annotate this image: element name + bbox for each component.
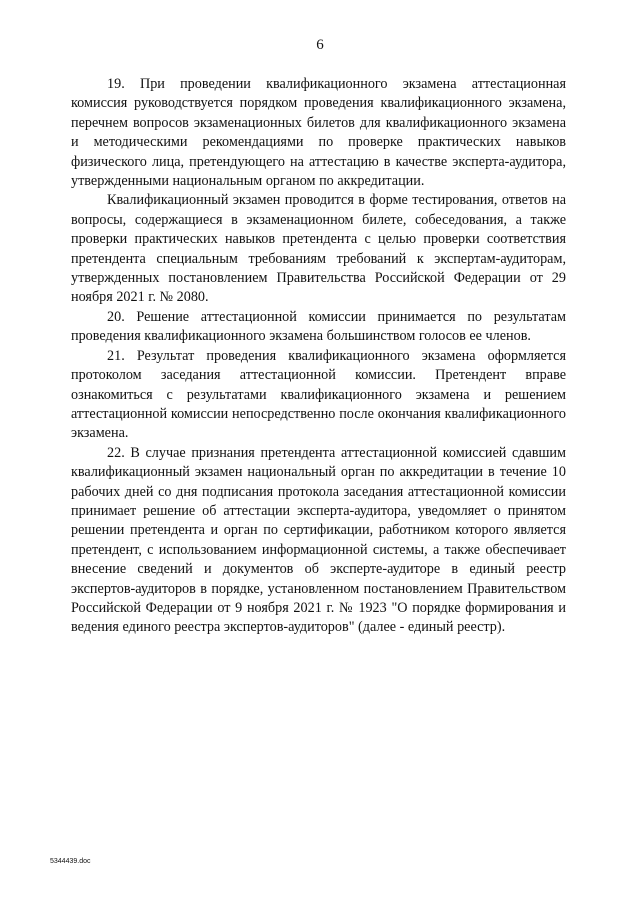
paragraph-20: 20. Решение аттестационной комиссии принимается по результатам проведения квалификационного экзамена большинством голосов ее членов. <box>71 308 566 345</box>
paragraph-19: 19. При проведении квалификационного экзамена аттестационная комиссия руководствуется порядком проведения квалификационного экзамена, перечнем вопросов экзаменационных билетов для квалификационного экзамена и методическими рекомендациями по проверке практических навыков физического лица, претендующего на аттестацию в качестве эксперта-аудитора, утвержденными национальным органом по аккредитации. <box>71 76 566 190</box>
document-body <box>71 75 566 638</box>
paragraph-22: 22. В случае признания претендента аттестационной комиссией сдавшим квалификационный экзамен национальный орган по аккредитации в течение 10 рабочих дней со дня подписания протокола заседания аттестационной комиссии принимает решение об аттестации эксперта-аудитора, уведомляет о принятом решении претендента и орган по сертификации, работником которого является претендент, с использованием информационной системы, а также обеспечивает внесение сведений и документов об эксперте-аудиторе в единый реестр экспертов-аудиторов в порядке, установленном постановлением Правительством Российской Федерации от 9 ноября 2021 г. № 1923 "О порядке формирования и ведения единого реестра экспертов-аудиторов" (далее - единый реестр). <box>71 444 566 636</box>
paragraph-21: 21. Результат проведения квалификационного экзамена оформляется протоколом заседания аттестационной комиссии. Претендент вправе ознакомиться с результатами квалификационного экзамена и решением аттестационной комиссии непосредственно после окончания квалификационного экзамена. <box>71 347 566 442</box>
paragraph-19-exam-form: Квалификационный экзамен проводится в форме тестирования, ответов на вопросы, содержащиеся в экзаменационном билете, собеседования, а также проверки практических навыков претендента с целью проверки соответствия претендента специальным требованиям требований к экспертам-аудиторам, утвержденных постановлением Правительства Российской Федерации от 29 ноября 2021 г. № 2080. <box>71 192 566 306</box>
footer-file-name: 5344439.doc <box>50 858 91 865</box>
page-number: 6 <box>316 37 324 53</box>
